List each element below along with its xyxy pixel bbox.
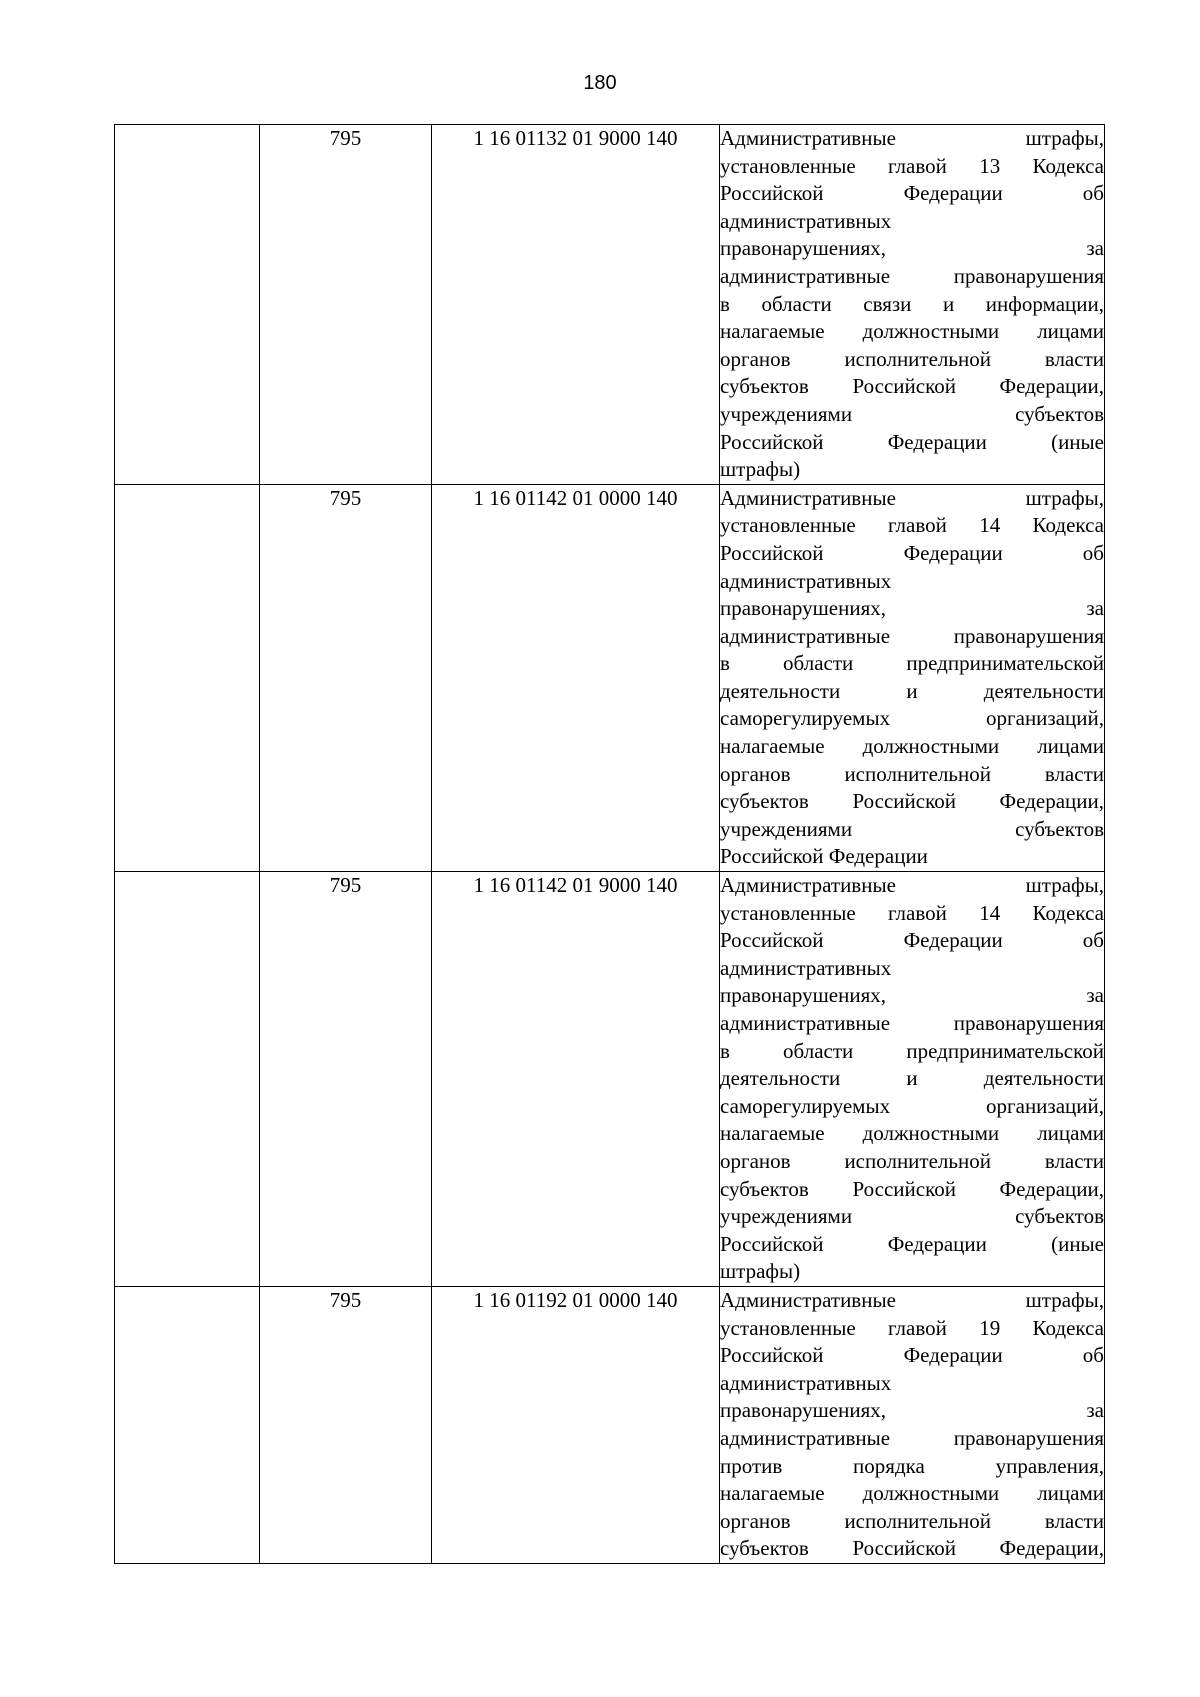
description-line: органов исполнительной власти [720, 1148, 1104, 1173]
description-line: деятельности и деятельности [720, 678, 1104, 703]
empty-cell [115, 484, 260, 871]
description-line: Российской Федерации [720, 844, 928, 869]
empty-cell [115, 872, 260, 1287]
description-line: установленные главой 14 Кодекса [720, 513, 1104, 538]
description-line: учреждениями субъектов [720, 401, 1104, 426]
description-line: учреждениями субъектов [720, 816, 1104, 841]
admin-code-cell: 795 [260, 1286, 432, 1563]
description-line: Российской Федерации об [720, 928, 1104, 953]
description-line: Российской Федерации (иные [720, 1231, 1104, 1256]
empty-cell [115, 125, 260, 485]
description-line: правонарушениях, за [720, 1398, 1104, 1423]
admin-code-cell: 795 [260, 872, 432, 1287]
description-line: в области связи и информации, [720, 291, 1104, 316]
description-line: правонарушениях, за [720, 983, 1104, 1008]
kbk-code-cell: 1 16 01142 01 9000 140 [432, 872, 720, 1287]
admin-code-cell: 795 [260, 484, 432, 871]
description-cell [720, 872, 1105, 1287]
description-line: налагаемые должностными лицами [720, 1121, 1104, 1146]
description-line: налагаемые должностными лицами [720, 1481, 1104, 1506]
description-line: Российской Федерации об [720, 1343, 1104, 1368]
description-line: Административные штрафы, [720, 873, 1104, 898]
description-line: налагаемые должностными лицами [720, 734, 1104, 759]
description-line: органов исполнительной власти [720, 761, 1104, 786]
description-line: установленные главой 19 Кодекса [720, 1315, 1104, 1340]
description-line: установленные главой 14 Кодекса [720, 900, 1104, 925]
table-row [115, 125, 1105, 485]
description-line: против порядка управления, [720, 1453, 1104, 1478]
description-line: правонарушениях, за [720, 236, 1104, 261]
description-line: Российской Федерации об [720, 540, 1104, 565]
empty-cell [115, 1286, 260, 1563]
description-line: в области предпринимательской [720, 651, 1104, 676]
description-line: правонарушениях, за [720, 596, 1104, 621]
description-cell [720, 484, 1105, 871]
description-line: субъектов Российской Федерации, [720, 1536, 1104, 1561]
description-cell [720, 125, 1105, 485]
description-line: штрафы) [720, 457, 801, 482]
table-row [115, 872, 1105, 1287]
description-line: органов исполнительной власти [720, 346, 1104, 371]
description-line: субъектов Российской Федерации, [720, 1176, 1104, 1201]
description-line: Административные штрафы, [720, 485, 1104, 510]
description-line: деятельности и деятельности [720, 1066, 1104, 1091]
description-line: административные правонарушения [720, 623, 1104, 648]
description-line: Российской Федерации об [720, 181, 1104, 206]
description-line: установленные главой 13 Кодекса [720, 153, 1104, 178]
description-line: Российской Федерации (иные [720, 429, 1104, 454]
description-line: административных [720, 1370, 892, 1395]
description-line: административные правонарушения [720, 263, 1104, 288]
description-line: саморегулируемых организаций, [720, 706, 1104, 731]
description-line: штрафы) [720, 1259, 801, 1284]
description-line: административных [720, 955, 892, 980]
description-line: органов исполнительной власти [720, 1508, 1104, 1533]
description-line: саморегулируемых организаций, [720, 1093, 1104, 1118]
description-line: налагаемые должностными лицами [720, 319, 1104, 344]
page-number: 180 [583, 72, 617, 94]
kbk-code-cell: 1 16 01132 01 9000 140 [432, 125, 720, 485]
description-cell [720, 1286, 1105, 1563]
admin-code-cell: 795 [260, 125, 432, 485]
description-line: субъектов Российской Федерации, [720, 789, 1104, 814]
description-line: административных [720, 208, 892, 233]
kbk-code-cell: 1 16 01192 01 0000 140 [432, 1286, 720, 1563]
table-row [115, 484, 1105, 871]
budget-codes-table [114, 124, 1105, 1564]
kbk-code-cell: 1 16 01142 01 0000 140 [432, 484, 720, 871]
description-line: административные правонарушения [720, 1425, 1104, 1450]
description-line: административных [720, 568, 892, 593]
description-line: Административные штрафы, [720, 1287, 1104, 1312]
description-line: субъектов Российской Федерации, [720, 374, 1104, 399]
description-line: учреждениями субъектов [720, 1204, 1104, 1229]
description-line: в области предпринимательской [720, 1038, 1104, 1063]
description-line: Административные штрафы, [720, 126, 1104, 150]
table-row [115, 1286, 1105, 1563]
description-line: административные правонарушения [720, 1011, 1104, 1035]
